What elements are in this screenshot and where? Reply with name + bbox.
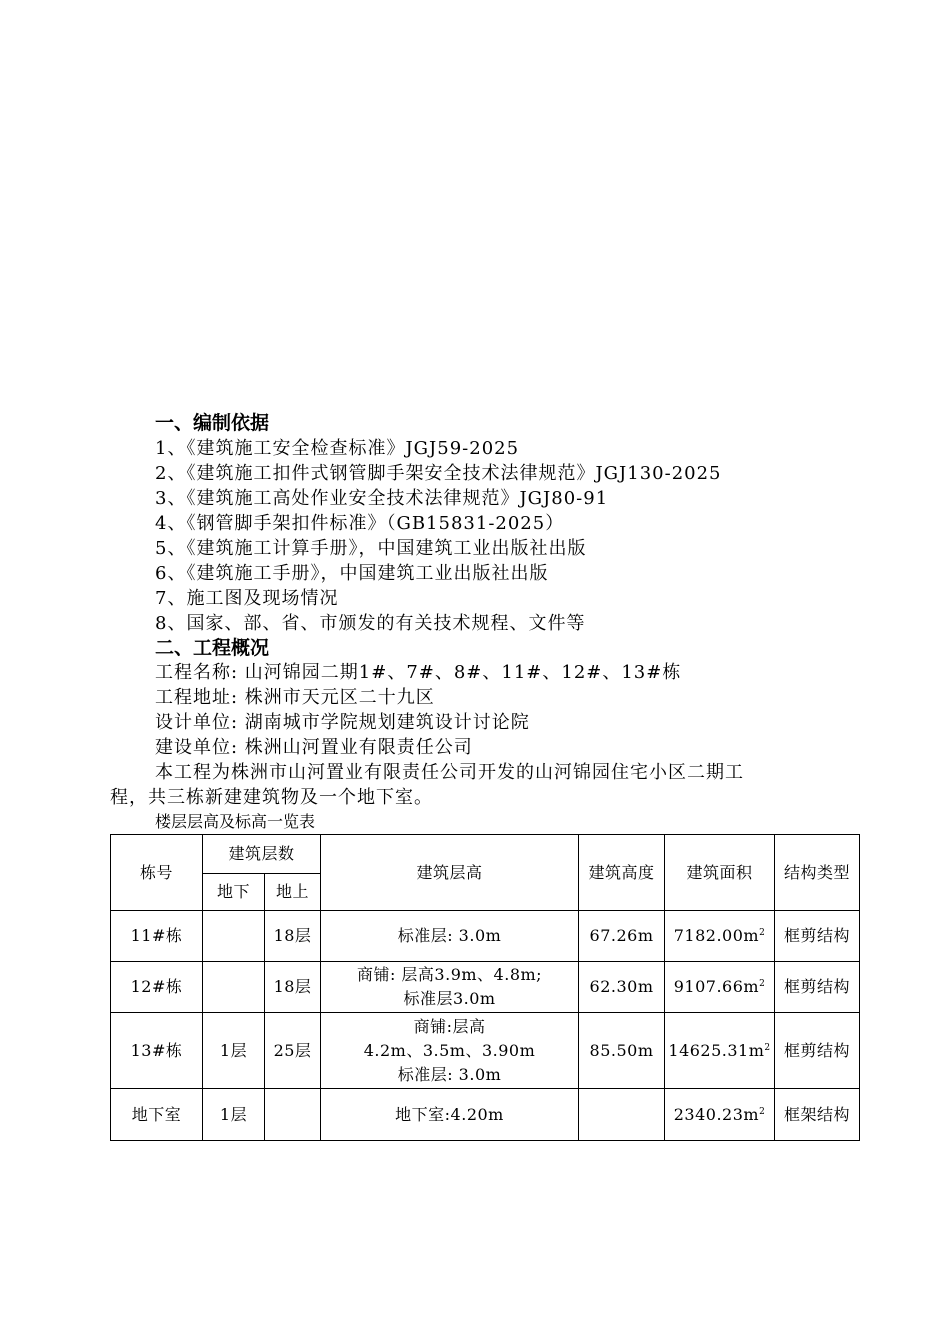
header-area: 建筑面积 — [665, 835, 775, 911]
basis-item: 4、《钢管脚手架扣件标准》（GB15831-2025） — [155, 513, 565, 534]
cell-building: 地下室 — [111, 1089, 203, 1141]
cell-storey-height — [321, 1013, 579, 1089]
cell-storey-height — [321, 1089, 579, 1141]
table-row — [111, 962, 860, 1013]
table-row — [111, 1013, 860, 1089]
cell-below: 1层 — [203, 1089, 265, 1141]
storey-line: 标准层3.0m — [403, 989, 496, 1008]
cell-area — [665, 962, 775, 1013]
cell-height: 67.26m — [579, 911, 665, 962]
cell-building: 13#栋 — [111, 1013, 203, 1089]
cell-structure: 框剪结构 — [775, 962, 860, 1013]
area-value: 7182.00m — [673, 926, 760, 945]
storey-line: 商铺:层高 — [413, 1016, 486, 1036]
storey-line: 标准层: 3.0m — [397, 1064, 502, 1084]
basis-item: 8、国家、部、省、市颁发的有关技术规程、文件等 — [155, 613, 586, 634]
table-caption: 楼层层高及标高一览表 — [155, 812, 316, 831]
cell-storey-height — [321, 911, 579, 962]
section-heading-overview: 二、工程概况 — [155, 637, 270, 659]
area-value: 2340.23m — [673, 1104, 760, 1124]
cell-above: 18层 — [265, 962, 321, 1013]
cell-storey-height — [321, 962, 579, 1013]
cell-below: 1层 — [203, 1013, 265, 1089]
cell-height: 85.50m — [579, 1013, 665, 1089]
storey-line: 商铺: 层高3.9m、4.8m; — [356, 965, 543, 984]
design-unit: 设计单位: 湖南城市学院规划建筑设计讨论院 — [155, 712, 530, 733]
header-storey-height: 建筑层高 — [321, 835, 579, 911]
cell-structure: 框剪结构 — [775, 1013, 860, 1089]
section-heading-basis: 一、编制依据 — [155, 412, 270, 434]
header-building: 栋号 — [111, 835, 203, 911]
basis-item: 6、《建筑施工手册》，中国建筑工业出版社出版 — [155, 563, 549, 584]
storey-line: 标准层: 3.0m — [397, 926, 502, 945]
header-height: 建筑高度 — [579, 835, 665, 911]
cell-area — [665, 911, 775, 962]
header-below: 地下 — [203, 874, 265, 911]
table-row — [111, 911, 860, 962]
cell-below — [203, 962, 265, 1013]
project-paragraph-line2: 程，共三栋新建建筑物及一个地下室。 — [110, 787, 433, 808]
table-header-row — [111, 835, 860, 874]
basis-item: 5、《建筑施工计算手册》，中国建筑工业出版社出版 — [155, 538, 587, 559]
construction-unit: 建设单位: 株洲山河置业有限责任公司 — [155, 737, 473, 758]
area-unit-sup: 2 — [759, 979, 766, 989]
area-value: 14625.31m — [668, 1040, 765, 1060]
header-structure: 结构类型 — [775, 835, 860, 911]
table-row — [111, 1089, 860, 1141]
cell-above: 18层 — [265, 911, 321, 962]
cell-building: 11#栋 — [111, 911, 203, 962]
project-paragraph-line1: 本工程为株洲市山河置业有限责任公司开发的山河锦园住宅小区二期工 — [155, 762, 744, 783]
cell-below — [203, 911, 265, 962]
cell-height: 62.30m — [579, 962, 665, 1013]
cell-structure: 框架结构 — [775, 1089, 860, 1141]
cell-area — [665, 1013, 775, 1089]
cell-area — [665, 1089, 775, 1141]
basis-item: 3、《建筑施工高处作业安全技术法律规范》JGJ80-91 — [155, 488, 609, 509]
area-value: 9107.66m — [673, 977, 760, 996]
area-unit-sup: 2 — [764, 1042, 771, 1053]
storey-line: 地下室:4.20m — [395, 1104, 504, 1124]
storey-line: 4.2m、3.5m、3.90m — [363, 1040, 536, 1060]
project-address: 工程地址: 株洲市天元区二十九区 — [155, 687, 435, 708]
header-above: 地上 — [265, 874, 321, 911]
area-unit-sup: 2 — [759, 928, 766, 938]
cell-above — [265, 1089, 321, 1141]
cell-building: 12#栋 — [111, 962, 203, 1013]
project-name: 工程名称: 山河锦园二期1#、7#、8#、11#、12#、13#栋 — [155, 662, 682, 683]
basis-item: 1、《建筑施工安全检查标准》JGJ59-2025 — [155, 438, 520, 459]
basis-item: 7、施工图及现场情况 — [155, 588, 339, 609]
header-floors: 建筑层数 — [203, 835, 321, 874]
cell-structure: 框剪结构 — [775, 911, 860, 962]
area-unit-sup: 2 — [759, 1106, 766, 1117]
basis-item: 2、《建筑施工扣件式钢管脚手架安全技术法律规范》JGJ130-2025 — [155, 463, 722, 484]
cell-above: 25层 — [265, 1013, 321, 1089]
cell-height — [579, 1089, 665, 1141]
floor-height-table — [110, 834, 860, 1141]
